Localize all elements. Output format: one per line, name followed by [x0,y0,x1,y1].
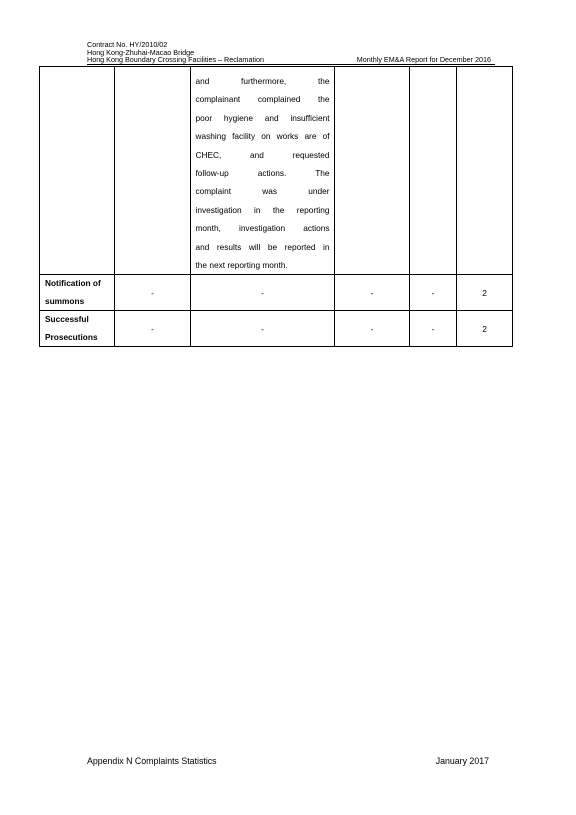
text-line: complaint was under [195,186,330,197]
table-cell: - [115,275,191,311]
row-label: Notification of summons [40,275,115,311]
table-cell [115,67,191,275]
table-cell: - [335,311,410,347]
text-line: investigation in the reporting [195,204,330,215]
table-row [40,311,513,347]
table-cell: - [410,311,457,347]
table-cell: - [335,275,410,311]
table-row [40,275,513,311]
text-line: complainant complained the [195,94,330,105]
page-footer [87,756,489,766]
project-name: Hong Kong-Zhuhai-Macao Bridge [87,47,195,57]
table-cell: 2 [457,275,513,311]
footer-date: January 2017 [435,756,489,766]
table-cell [457,67,513,275]
table-cell [410,67,457,275]
table-cell: - [410,275,457,311]
text-line: and results will be reported in [195,241,330,252]
row-label: Successful Prosecutions [40,311,115,347]
text-line: CHEC, and requested [195,149,330,160]
complaint-description-cell [191,67,335,275]
text-line: poor hygiene and insufficient [195,112,330,123]
continuation-row [40,67,513,275]
text-line: month, investigation actions [195,223,330,234]
text-line: washing facility on works are of [195,131,330,142]
header-rule [87,64,495,65]
text-line: the next reporting month. [195,260,288,271]
text-line: follow-up actions. The [195,168,330,179]
header-row [87,56,495,64]
table-cell: - [115,311,191,347]
page-header [87,41,495,64]
table-cell: 2 [457,311,513,347]
contract-number: Contract No. HY/2010/02 [87,40,168,49]
table-cell [40,67,115,275]
complaints-table [39,66,513,347]
table-cell [335,67,410,275]
appendix-title: Appendix N Complaints Statistics [87,756,217,766]
complaint-description [196,67,330,274]
table-cell: - [191,311,335,347]
facility-name: Hong Kong Boundary Crossing Facilities – Reclamation [87,55,264,65]
text-line: and furthermore, the [195,76,330,86]
report-title: Monthly EM&A Report for December 2016 [356,55,491,65]
table-cell: - [191,275,335,311]
